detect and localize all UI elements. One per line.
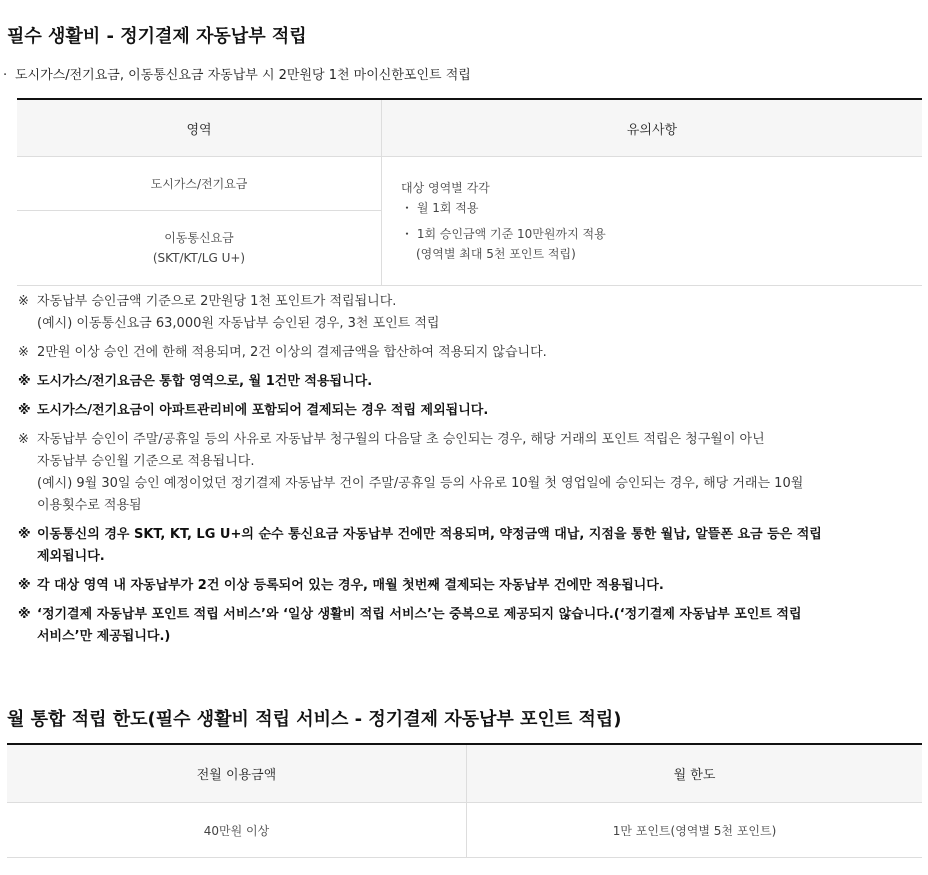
notice-text: 이용횟수로 적용됨 [37,498,142,513]
notice-mark: ※ [18,374,31,389]
header-prev-month-spend: 전월 이용금액 [7,744,467,803]
notice-mark: ※ [18,578,31,593]
header-area: 영역 [17,99,382,157]
notice-text: 이동통신의 경우 SKT, KT, LG U+의 순수 통신요금 자동납부 건에만 적용되며, 약정금액 대납, 지점을 통한 월납, 알뜰폰 요금 등은 적립 [37,527,822,542]
area-label: 도시가스/전기요금 [150,177,248,191]
notice-item [18,291,918,335]
notes-line: ・ 1회 승인금액 기준 10만원까지 적용 [401,227,606,241]
notice-mark: ※ [18,527,31,542]
header-notes: 유의사항 [382,99,923,157]
benefit-area-table [17,98,922,286]
notice-mark: ※ [18,345,29,360]
notice-text: 도시가스/전기요금은 통합 영역으로, 월 1건만 적용됩니다. [37,374,373,389]
notes-line: ・ 월 1회 적용 [401,201,479,215]
area-sublabel: (SKT/KT/LG U+) [152,251,246,265]
notes-cell [382,157,923,286]
intro-text: 도시가스/전기요금, 이동통신요금 자동납부 시 2만원당 1천 마이신한포인트 적립 [15,68,471,83]
notice-text: (예시) 9월 30일 승인 예정이었던 정기결제 자동납부 건이 주말/공휴일 등의 사유로 10월 첫 영업일에 승인되는 경우, 해당 거래는 10월 [37,476,804,491]
notice-mark: ※ [18,294,29,309]
notes-line: (영역별 최대 5천 포인트 적립) [416,247,576,261]
notice-item [18,400,918,422]
notice-item [18,371,918,393]
area-label: 이동통신요금 [164,231,234,245]
notice-list [18,291,918,655]
notice-mark: ※ [18,403,31,418]
notice-item [18,604,918,648]
notice-item [18,429,918,517]
notice-text: 서비스’만 제공됩니다.) [37,629,171,644]
notice-text: 자동납부 승인이 주말/공휴일 등의 사유로 자동납부 청구월의 다음달 초 승인되는 경우, 해당 거래의 포인트 적립은 청구월이 아닌 [37,432,765,447]
section-title-monthly-limit: 월 통합 적립 한도(필수 생활비 적립 서비스 - 정기결제 자동납부 포인트 적립) [7,709,622,730]
header-monthly-limit: 월 한도 [467,744,923,803]
notice-mark: ※ [18,432,29,447]
notice-text: 각 대상 영역 내 자동납부가 2건 이상 등록되어 있는 경우, 매월 첫번째 결제되는 자동납부 건에만 적용됩니다. [37,578,664,593]
notes-line: 대상 영역별 각각 [401,181,490,195]
intro-bullet [3,64,471,83]
notice-text: 자동납부 승인월 기준으로 적용됩니다. [37,454,255,469]
notice-text: 제외됩니다. [37,549,105,564]
notice-text: (예시) 이동통신요금 63,000원 자동납부 승인된 경우, 3천 포인트 적립 [37,316,440,331]
bullet-dot: · [3,68,8,83]
area-cell-gas-electric [17,157,382,211]
notice-text: 자동납부 승인금액 기준으로 2만원당 1천 포인트가 적립됩니다. [37,294,397,309]
prev-month-spend-cell: 40만원 이상 [7,803,467,858]
table-row [7,803,922,858]
monthly-limit-table [7,743,922,858]
notice-text: 도시가스/전기요금이 아파트관리비에 포함되어 결제되는 경우 적립 제외됩니다. [37,403,489,418]
section-title-auto-payment: 필수 생활비 - 정기결제 자동납부 적립 [7,26,307,47]
notice-item [18,342,918,364]
notice-item [18,575,918,597]
notice-text: ‘정기결제 자동납부 포인트 적립 서비스’와 ‘일상 생활비 적립 서비스’는 중복으로 제공되지 않습니다.(‘정기결제 자동납부 포인트 적립 [37,607,802,622]
notice-mark: ※ [18,607,31,622]
area-cell-mobile [17,211,382,286]
notice-item [18,524,918,568]
notice-text: 2만원 이상 승인 건에 한해 적용되며, 2건 이상의 결제금액을 합산하여 적용되지 않습니다. [37,345,547,360]
monthly-limit-cell: 1만 포인트(영역별 5천 포인트) [467,803,923,858]
